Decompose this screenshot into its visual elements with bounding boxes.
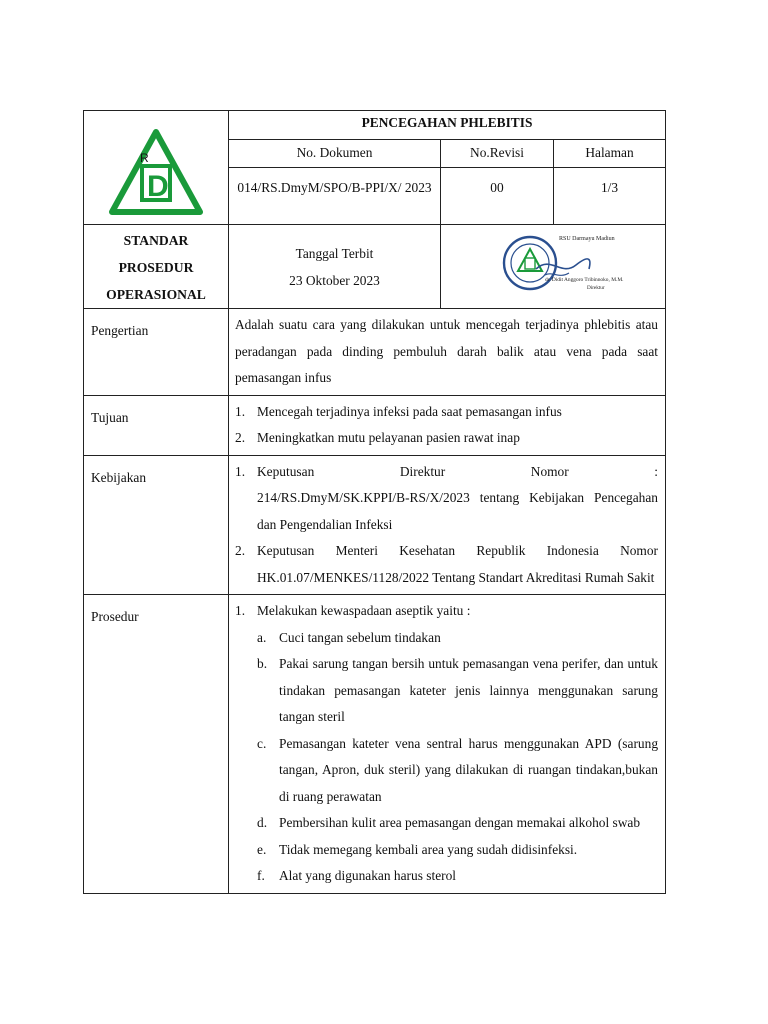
prosedur-label: Prosedur (84, 595, 229, 894)
list-item: c. Pemasangan kateter vena sentral harus menggunakan APD (sarung tangan, Apron, duk steril) yang dilakukan di ruangan tindakan,bukan di ruang perawatan (257, 735, 659, 804)
hospital-logo-cell (84, 111, 229, 225)
pengertian-label: Pengertian (84, 309, 229, 396)
issued-date: 23 Oktober 2023 (289, 272, 380, 288)
tujuan-label: Tujuan (84, 395, 229, 455)
doc-number-value: 014/RS.DmyM/SPO/B-PPI/X/ 2023 (229, 168, 441, 225)
list-item: 2. Keputusan Menteri Kesehatan Republik Indonesia Nomor HK.01.07/MENKES/1128/2022 Tentang Standart Akreditasi Rumah Sakit (235, 543, 659, 585)
list-item: 1. Keputusan Direktur Nomor : 214/RS.DmyM/SK.KPPI/B-RS/X/2023 tentang Kebijakan Pencegahan dan Pengendalian Infeksi (235, 459, 658, 539)
signature-org: RSU Darmayu Madiun (559, 236, 615, 242)
kebijakan-list (235, 459, 658, 592)
document-title: PENCEGAHAN PHLEBITIS (229, 111, 666, 140)
kebijakan-content (229, 455, 666, 595)
prosedur-list (235, 598, 658, 890)
list-item: b. Pakai sarung tangan bersih untuk pemasangan vena perifer, dan untuk tindakan pemasangan kateter jenis lainnya menggunakan sarung tangan steril (257, 656, 659, 724)
prosedur-item1-text: Melakukan kewaspadaan aseptik yaitu : (257, 603, 471, 618)
pengertian-text: Adalah suatu cara yang dilakukan untuk mencegah terjadinya phlebitis atau peradangan pada dinding pembuluh darah balik atau vena pada saat pemasangan infus (235, 317, 659, 385)
revision-value: 00 (441, 168, 554, 225)
list-item: a. Cuci tangan sebelum tindakan (257, 629, 441, 645)
spo-title-cell (84, 225, 229, 309)
revision-label: No.Revisi (441, 140, 554, 168)
list-item: 1. Mencegah terjadinya infeksi pada saat pemasangan infus (235, 403, 562, 419)
prosedur-sublist (257, 625, 658, 890)
spo-line-operasional: OPERASIONAL (106, 287, 206, 302)
logo-letter-d: D (147, 169, 169, 203)
kebijakan-item1-head: Keputusan Direktur Nomor : (257, 463, 659, 479)
page-label: Halaman (554, 140, 666, 168)
spo-document-table (83, 110, 666, 894)
hospital-logo-icon (106, 126, 206, 218)
prosedur-content (229, 595, 666, 894)
pengertian-content (229, 309, 666, 396)
list-item: 2. Meningkatkan mutu pelayanan pasien rawat inap (235, 430, 520, 445)
kebijakan-item1-rest: 214/RS.DmyM/SK.KPPI/B-RS/X/2023 tentang Kebijakan Pencegahan dan Pengendalian Infeksi (257, 490, 659, 532)
tujuan-list (235, 399, 658, 452)
signature-name: dr. Didit Anggoro Tribinnoko, M.M. (545, 277, 624, 283)
list-item: f. Alat yang digunakan harus sterol (257, 868, 457, 883)
list-item: 1. Melakukan kewaspadaan aseptik yaitu : a. Cuci tangan sebelum tindakan b. Pakai sarung tangan bersih untuk pemasangan vena perifer, dan untuk tindakan pemasangan kateter jenis lainnya menggunakan sarung tangan steril c. Pemasangan kateter vena sentral harus menggunakan APD (sarung tangan, Apron, duk steril) yang dilakukan di ruangan tindakan,bukan di ruang perawatan d. Pembersihan kulit area pemasangan dengan memakai alkohol swab e. Tidak memegang kembali area yang sudah didisinfeksi. f. Alat yang digunakan harus sterol (235, 598, 658, 890)
spo-line-prosedur: PROSEDUR (118, 260, 194, 275)
list-item: e. Tidak memegang kembali area yang sudah didisinfeksi. (257, 841, 578, 857)
tujuan-content (229, 395, 666, 455)
kebijakan-label: Kebijakan (84, 455, 229, 595)
logo-letter-r: R (140, 150, 149, 165)
issued-label: Tanggal Terbit (295, 245, 374, 261)
doc-number-label: No. Dokumen (229, 140, 441, 168)
page-value: 1/3 (554, 168, 666, 225)
kebijakan-item2-text: Keputusan Menteri Kesehatan Republik Indonesia Nomor HK.01.07/MENKES/1128/2022 Tentang Standart Akreditasi Rumah Sakit (257, 543, 659, 585)
signature-cell (441, 225, 666, 309)
spo-line-standar: STANDAR (123, 233, 189, 248)
list-item: d. Pembersihan kulit area pemasangan dengan memakai alkohol swab (257, 815, 641, 830)
signature-stamp-icon (441, 225, 666, 305)
signature-role: Direktur (587, 285, 605, 291)
issued-date-cell (229, 225, 441, 309)
